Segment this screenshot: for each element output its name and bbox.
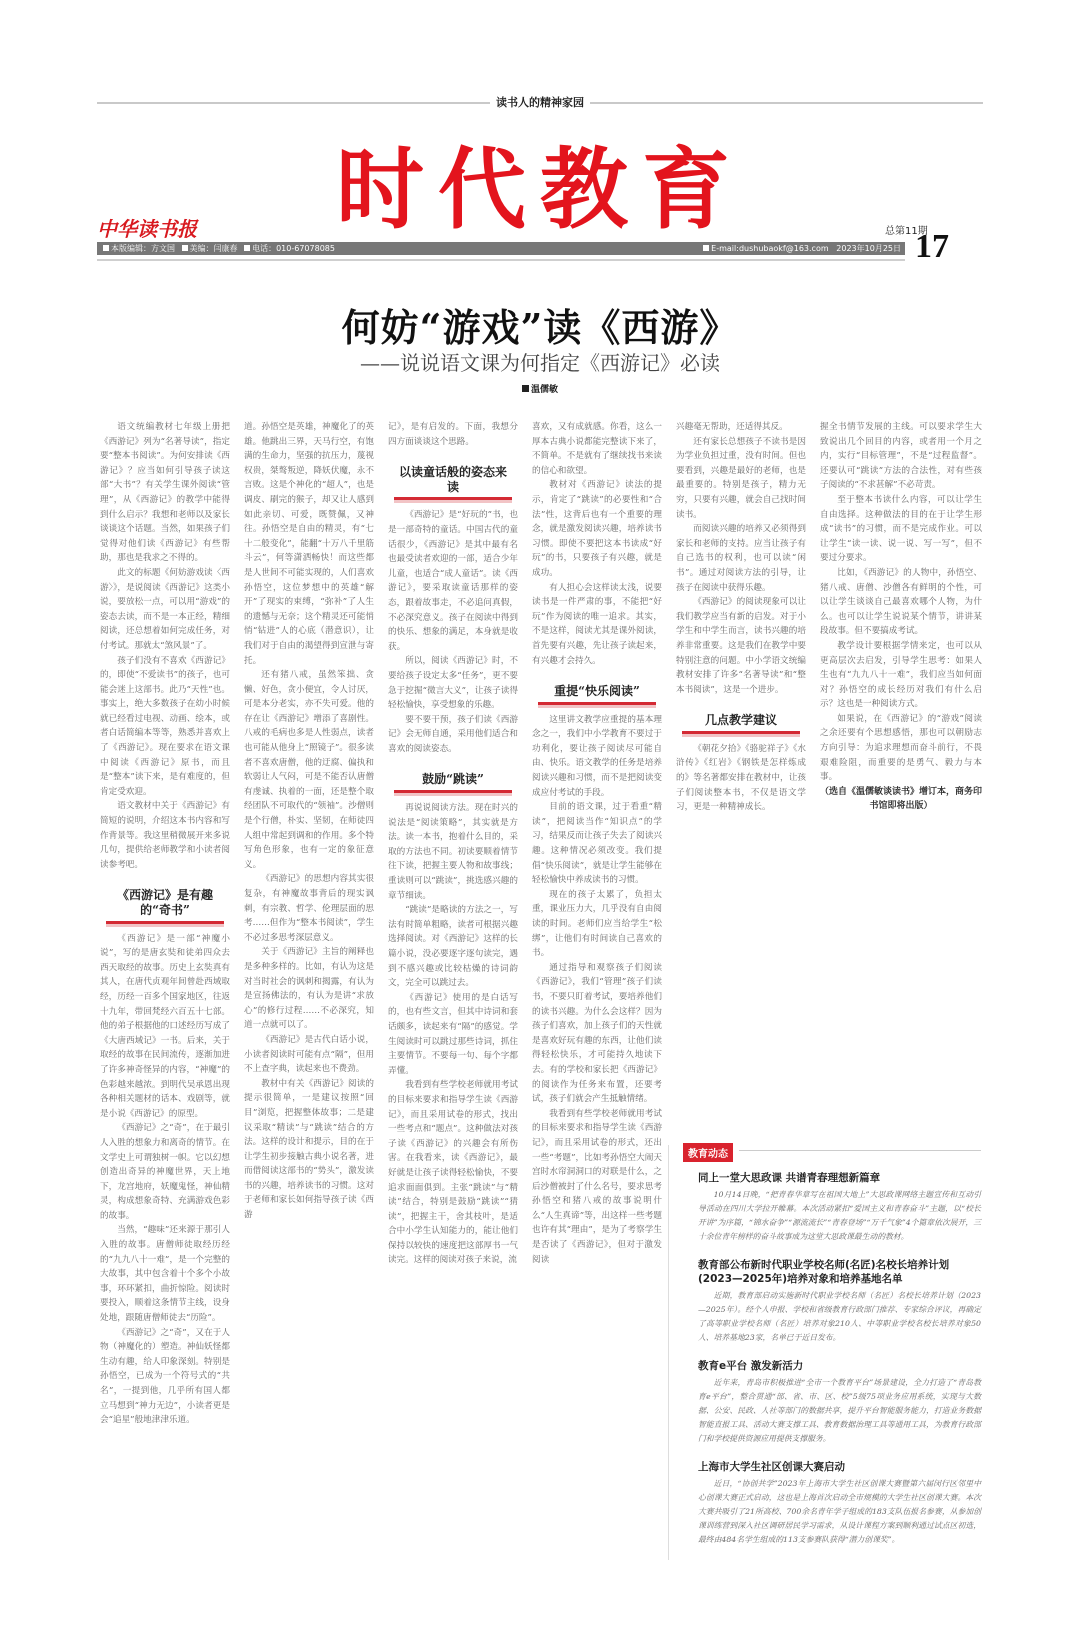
news-title: 上海市大学生社区创课大赛启动: [698, 1461, 845, 1473]
paragraph: 这里讲文教学应重提的基本理念之一，我们中小学教育不要过于功利化，要让孩子阅读尽可能自由、快乐。语文教学的任务是培养阅读兴趣和习惯，而不是把阅读变成应付考试的手段。: [532, 714, 662, 798]
news-text: 10月14日晚，“把青春华章写在祖国大地上”大思政课网络主题宣传和互动引导活动在四川大学拉开帷幕。本次活动紧扣“爱国主义和青春奋斗”主题，以“校长开讲”为序篇，“锦水奋争”“源流流长”“青春登场”“万千气象”4个篇章依次展开，三十余位青年榜样的奋斗故事成为这堂大思政课最生动的教材。: [698, 1190, 981, 1241]
paragraph: 握全书情节发展的主线。可以要求学生大致说出几个回目的内容，或者用一个月之内，实行“目标管理”，不是“过程监督”。还要认可“跳读”方法的合法性，对有些孩子阅读的“不求甚解”不必苛责。: [820, 422, 982, 491]
news-item: [698, 1359, 981, 1446]
news-title: 教育e平台 激发新活力: [698, 1360, 804, 1372]
paragraph: 语文统编教材七年级上册把《西游记》列为“名著导读”，指定要“整本书阅读”。为何安排读《西游记》？应当如何引导孩子读这部“大书”？有关学生课外阅读“管理”，从《西游记》的教学中能得到什么启示？我想和老师以及家长谈谈这个话题。当然，如果孩子们觉得对他们读《西游记》有些帮助，那也是我求之不得的。: [100, 422, 230, 564]
paragraph: 教学设计要根据学情来定，也可以从更高层次去启发，引导学生思考：如果人生也有“九九八十一难”，我们应当如何面对？孙悟空的成长经历对我们有什么启示？这也是一种阅读方式。: [820, 640, 982, 710]
square-bullet-icon: [703, 245, 709, 251]
paragraph: 通过指导和观察孩子们阅读《西游记》，我们“管理”孩子们读书，不要只盯着考试，要培养他们的读书兴趣。为什么会这样？因为孩子们喜欢，加上孩子们的天性就是喜欢好玩有趣的东西，让他们读得轻松快乐，才可能持久地读下去。有的学校和家长把《西游记》的阅读作为任务来布置，还要考试，孩子们就会产生抵触情绪。: [532, 962, 662, 1105]
paragraph: 《朝花夕拾》《骆驼祥子》《水浒传》《红岩》《钢铁是怎样炼成的》等名著都安排在教材中，让孩子们阅读整本书，不仅是语文学习，更是一种精神成长。: [676, 743, 806, 813]
paragraph: 喜欢，又有成就感。你看，这么一厚本古典小说都能完整读下来了，不简单。不是就有了继续找书来读的信心和欲望。: [532, 422, 662, 476]
column-4: [532, 420, 662, 1570]
masthead-title: 时代教育: [335, 138, 744, 241]
paragraph: 《西游记》是“好玩的”书，也是一部奇特的童话。中国古代的童话很少，《西游记》是其中最有名也最受读者欢迎的一部，适合少年儿童，也适合“成人童话”。读《西游记》，要采取读童话那样的姿态，跟着故事走，不必追问真假，不必深究意义。孩子在阅读中得到的快乐、想象的满足，本身就是收获。: [388, 510, 518, 652]
slogan: 读书人的精神家园: [0, 94, 1080, 110]
news-item: [698, 1171, 981, 1244]
header-underline: [97, 259, 905, 261]
source-credit: （选自《温儒敏谈读书》增订本，商务印书馆即将出版）: [820, 786, 982, 812]
column-2: [244, 420, 374, 1570]
article-title: 何妨“游戏”读《西游》: [341, 305, 739, 350]
issue-total: 总第11期: [885, 226, 928, 237]
paragraph: 当然，“趣味”还来源于那引人入胜的故事。唐僧师徒取经历经的“九九八十一难”，是一个完整的大故事，其中包含着十个多个小故事，环环紧扣，曲折惊险。阅读时要投入，顺着这条情节主线，设身处地，跟随唐僧师徒去“历险”。: [100, 1225, 230, 1324]
paragraph: 还有家长总想孩子不读书是因为学业负担过重，没有时间。但也要看到，兴趣是最好的老师，也是最重要的。特别是孩子，精力无穷，只要有兴趣，就会自己找时间读书。: [676, 436, 806, 520]
news-text: 近期，教育部启动实施新时代职业学校名师（名匠）名校长培养计划（2023—2025年）。经个人申报、学校和省级教育行政部门推荐、专家综合评议，再确定了高等职业学校名师（名匠）培养对象210人、中等职业学校名校长培养对象50人、培养基地23家，名单已于近日发布。: [698, 1291, 981, 1342]
author-name: 温儒敏: [530, 385, 558, 395]
paragraph: 如果说，在《西游记》的“游戏”阅读之余还要有个思想感悟，那也可以朝励志方向引导：为追求理想而奋斗前行，不畏艰难险阻，而重要的是勇气、毅力与本事。: [820, 713, 982, 783]
section-heading: 重提“快乐阅读”: [538, 678, 656, 705]
square-bullet-icon: [103, 245, 109, 251]
paragraph: 目前的语文课，过于看重“精读”，把阅读当作“知识点”的学习，结果反而让孩子失去了阅读兴趣。这种情况必须改变。我们提倡“快乐阅读”，就是让学生能够在轻松愉快中养成读书的习惯。: [532, 802, 662, 886]
news-title: 教育部公布新时代职业学校名师(名匠)名校长培养计划(2023—2025年)培养对象和培养基地名单: [698, 1259, 950, 1285]
issue-date: 2023年10月25日: [836, 244, 901, 253]
paragraph: 《西游记》使用的是白话写的，也有些文言，但其中诗词和套话颇多，读起来有“隔”的感觉。学生阅读时可以跳过那些诗词，抓住主要情节。不要每一句、每个字都弄懂。: [388, 992, 518, 1076]
paragraph: 《西游记》是古代白话小说，小读者阅读时可能有点“隔”，但用不上查字典，读起来也不费劲。: [244, 1034, 374, 1075]
paragraph: 孩子们没有不喜欢《西游记》的，即使“不爱读书”的孩子，也可能会迷上这部书。此乃“天性”也。事实上，绝大多数孩子在幼小时候就已经看过电视、动画、绘本，或者白话简编本等等，熟悉并喜欢上了《西游记》。现在要求在语文课中阅读《西游记》原书，而且是“整本”读下来，是有难度的，但肯定受欢迎。: [100, 655, 230, 797]
paragraph: 再说说阅读方法。现在时兴的说法是“阅读策略”，其实就是方法。读一本书，抱着什么目的，采取的方法也不同。初读要顺着情节往下读，把握主要人物和故事线；重读则可以“跳读”，挑选感兴趣的章节细读。: [388, 803, 518, 901]
paragraph: 比如，《西游记》的人物中，孙悟空、猪八戒、唐僧、沙僧各有鲜明的个性，可以让学生谈谈自己最喜欢哪个人物，为什么。也可以让学生说说某个情节，讲讲某段故事。但不要搞成考试。: [820, 567, 982, 637]
info-right: [699, 242, 901, 255]
phone-info: 电话：010-67078085: [252, 244, 335, 253]
paragraph: 道。孙悟空是英雄，神魔化了的英雄。他跳出三界，天马行空，有饱满的生命力，坚强的抗压力，蔑视权贵，桀骜叛逆，降妖伏魔，永不言败。这是个神化的“超人”，也是调皮、刷完的猴子，却又让人感到如此亲切、可爱，既赞佩，又神往。孙悟空是自由的精灵，有“七十二般变化”，能翻“十万八千里筋斗云”，何等潇洒畅快！而这些都是人世间不可能实现的，人们喜欢孙悟空，这位梦想中的英雄“解开”了现实的束缚，“弥补”了人生的遗憾与无奈；这个精灵还可能悄悄“钻进”人的心底（潜意识），让我们对于自由的渴望得到宣泄与寄托。: [244, 422, 374, 666]
paragraph: 记》，是有启发的。下面，我想分四方面谈谈这个思路。: [388, 422, 518, 447]
news-text: 近年来，青岛市积极推进“全市一个教育平台”场景建设，全力打造了“青岛教育e平台”，整合贯通“部、省、市、区、校”5级75项业务应用系统，实现与大数据、公安、民政、人社等部门的数据共享，提升平台智能服务能力，打造业务数据智能直报工具、活动大赛支撑工具、教育数据治理工具等通用工具，为教育行政部门和学校提供资源应用提供支撑服务。: [698, 1378, 981, 1443]
square-bullet-icon: [182, 245, 188, 251]
paragraph: 还有猪八戒，虽然笨拙、贪懒、好色，贪小便宜，令人讨厌，可是本分老实，亦不失可爱。他的存在让《西游记》增添了喜剧性。八戒的毛病也多是人性弱点，读者也可能从他身上“照镜子”。很多读者不喜欢唐僧，他的迂腐、偏执和软弱让人气闷，可是不能否认唐僧有虔诚、执着的一面，还是整个取经团队不可取代的“领袖”。沙僧则是个行僧，朴实、坚韧，在师徒四人组中常起到调和的作用。多个特写角色形象，也有一定的象征意义。: [244, 670, 374, 870]
paragraph: 而阅读兴趣的培养又必须得到家长和老师的支持。应当让孩子有自己选书的权利，也可以读“闲书”。通过对阅读方法的引导，让孩子在阅读中获得乐趣。: [676, 524, 806, 593]
news-box: [683, 1143, 981, 1563]
paragraph: 我看到有些学校老师就用考试的目标来要求和指导学生读《西游记》，而且采用试卷的形式，还出一些“考题”，比如考孙悟空大闹天宫时水帘洞洞口的对联是什么，之后沙僧被封了什么名号，要求思考孙悟空和猪八戒的故事说明什么“人生真谛”等，出这样一些考题也许有其“理由”，是为了考察学生是否读了《西游记》，但对于激发阅读: [532, 1108, 662, 1265]
designer-info: 美编：闫康春: [189, 244, 238, 253]
article-subtitle: ——说说语文课为何指定《西游记》必读: [360, 351, 720, 375]
column-3: [388, 420, 518, 1570]
section-heading: 鼓励“跳读”: [394, 766, 512, 793]
paragraph: 现在的孩子太累了，负担太重，课业压力大，几乎没有自由阅读的时间。老师们应当给学生“松绑”，让他们有时间读自己喜欢的书。: [532, 889, 662, 959]
paragraph: 《西游记》之“奇”，在于最引人入胜的想象力和离奇的情节。在文学史上可谓独树一帜。它以幻想创造出奇异的神魔世界，天上地下，龙宫地府，妖魔鬼怪，神仙精灵，构成想象奇特、充满游戏色彩的故事。: [100, 1123, 230, 1221]
paragraph: 有人担心会这样读太浅，说要读书是一件严肃的事，不能把“好玩”作为阅读的唯一追求。其实，不是这样，阅读尤其是课外阅读，首先要有兴趣，先让孩子读起来，有兴趣才会持久。: [532, 582, 662, 666]
square-bullet-icon: [244, 245, 250, 251]
square-bullet-icon: [522, 385, 529, 392]
news-divider: [668, 1145, 669, 1560]
paragraph: 兴趣毫无帮助，还适得其反。: [676, 422, 788, 432]
paragraph: 教材对《西游记》读法的提示，肯定了“跳读”的必要性和“合法”性，这背后也有一个重要的理念，就是激发阅读兴趣，培养读书习惯。即使不要把这本书读成“好玩”的书，只要孩子有兴趣，就是成功。: [532, 480, 662, 578]
paragraph: 要不要干预，孩子们读《西游记》会无师自通，采用他们适合和喜欢的阅读姿态。: [388, 714, 518, 754]
paragraph: 我看到有些学校老师就用考试的目标来要求和指导学生读《西游记》，而且采用试卷的形式，找出一些考点和“题点”。这种做法对孩子读《西游记》的兴趣会有所伤害。在我看来，读《西游记》，最好就是让孩子读得轻松愉快，不要追求面面俱到。主张“跳读”与“精读”结合，特别是鼓励“跳读”“猜读”，把握主干，舍其枝叶，是适合中小学生认知能力的，能让他们保持以较快的速度把这部厚书一气读完。这样的阅读对孩子来说，流: [388, 1080, 518, 1266]
column-1: [100, 420, 230, 1570]
paragraph: 关于《西游记》主旨的阐释也是多种多样的。比如，有认为这是对当时社会的讽刺和揭露，有认为是宣扬佛法的，有认为是讲“求放心”的修行过程……不必深究，知道一点就可以了。: [244, 947, 374, 1031]
paragraph: 所以，阅读《西游记》时，不要给孩子设定太多“任务”，更不要急于挖掘“微言大义”，让孩子读得轻松愉快，享受想象的乐趣。: [388, 656, 518, 711]
section-heading: 几点教学建议: [682, 707, 800, 734]
news-text: 近日，“协创共学”2023年上海市大学生社区创课大赛暨第六届闵行区邻里中心创课大赛正式启动，这也是上海首次启动全市规模的大学生社区创课大赛。本次大赛共吸引了21所高校、700余名青年学子组成的183支队伍报名参赛，从参加创课训练营到深入社区调研居民学习需求，从设计课程方案到顺利通过试点区初选，最终由484名学生组成的113支参赛队获得“潜力创课奖”。: [698, 1479, 981, 1544]
news-section-tag: 教育动态: [683, 1143, 733, 1162]
paragraph: 至于整本书读什么内容，可以让学生自由选择。这种做法的目的在于让学生形成“读书”的习惯，而不是完成作业。可以让学生“读一读、说一说、写一写”，但不要过分要求。: [820, 494, 982, 564]
page-number: 17: [915, 228, 949, 265]
paragraph: 《西游记》是一部“神魔小说”，写的是唐玄奘和徒弟四众去西天取经的故事。历史上玄奘真有其人，在唐代贞观年间曾赴西域取经，历经一百多个国家地区，往返十九年，带回梵经六百五十七部。他的弟子根据他的口述经历写成了《大唐西域记》一书。后来，关于取经的故事在民间流传，逐渐加进了许多神奇怪异的内容，“神魔”的色彩越来越浓。到明代吴承恩出现各种相关题材的话本、戏剧等，就是小说《西游记》的原型。: [100, 933, 230, 1119]
info-bar: [97, 242, 905, 255]
column-5: [676, 420, 806, 1130]
paragraph: 语文教材中关于《西游记》有简短的说明，介绍这本书内容和写作背景等。我这里稍微展开来多说几句，提供给老师教学和小读者阅读参考吧。: [100, 801, 230, 870]
paragraph: 《西游记》之“奇”，又在于人物（神魔化的）塑造。神仙妖怪都生动有趣，给人印象深刻。特别是孙悟空，已成为一个符号式的“共名”，一提到他，几乎所有国人都立马想到“神力无边”，小读者更是会“追星”般地津津乐道。: [100, 1327, 230, 1426]
info-left: [99, 242, 335, 255]
news-item: [698, 1258, 981, 1345]
news-title: 同上一堂大思政课 共谱青春理想新篇章: [698, 1172, 881, 1184]
email-info: E-mail:dushubaokf@163.com: [711, 244, 829, 253]
paragraph: “跳读”是略读的方法之一，写法有时简单粗略，读者可根据兴趣选择阅读。对《西游记》这样的长篇小说，没必要逐字逐句读完，遇到不感兴趣或比较枯燥的诗词韵文，完全可以跳过去。: [388, 905, 518, 989]
section-heading: 《西游记》是有趣的“奇书”: [106, 882, 224, 923]
news-rule: [739, 1150, 981, 1151]
author-byline: [0, 382, 1080, 395]
section-heading: 以读童话般的姿态来读: [394, 459, 512, 500]
column-6: [820, 420, 982, 1130]
news-item: [698, 1460, 981, 1547]
editor-info: 本版编辑：方文国: [111, 244, 175, 253]
paragraph: 此文的标题《何妨游戏读〈西游〉》，是说阅读《西游记》这类小说，要放松一点，可以用“游戏”的姿态去读，而不是一本正经，精细阅读，还总想着如何完成任务，对付考试。那就太“煞风景”了。: [100, 567, 230, 651]
paragraph: 《西游记》的阅读现象可以让我们教学应当有新的启发。对于小学生和中学生而言，读书兴趣的培养非常重要。这是我们在教学中要特别注意的问题。中小学语文统编教材安排了许多“名著导读”和“整本书阅读”，这是一个进步。: [676, 597, 806, 695]
news-list: [698, 1171, 981, 1561]
paragraph: 《西游记》的思想内容其实很复杂，有神魔故事背后的现实讽刺，有宗教、哲学、伦理层面的思考……但作为“整本书阅读”，学生不必过多思考深层意义。: [244, 874, 374, 943]
paragraph: 教材中有关《西游记》阅读的提示很简单，一是建议按照“回目”浏览，把握整体故事；二是建议采取“精读”与“跳读”结合的方法。这样的设计和提示，目的在于让学生初步接触古典小说名著，进而借阅读这部书的“势头”，激发读书的兴趣，培养读书的习惯。这对于老师和家长如何指导孩子读《西游: [244, 1078, 374, 1221]
paper-logo: 中华读书报: [97, 217, 197, 241]
